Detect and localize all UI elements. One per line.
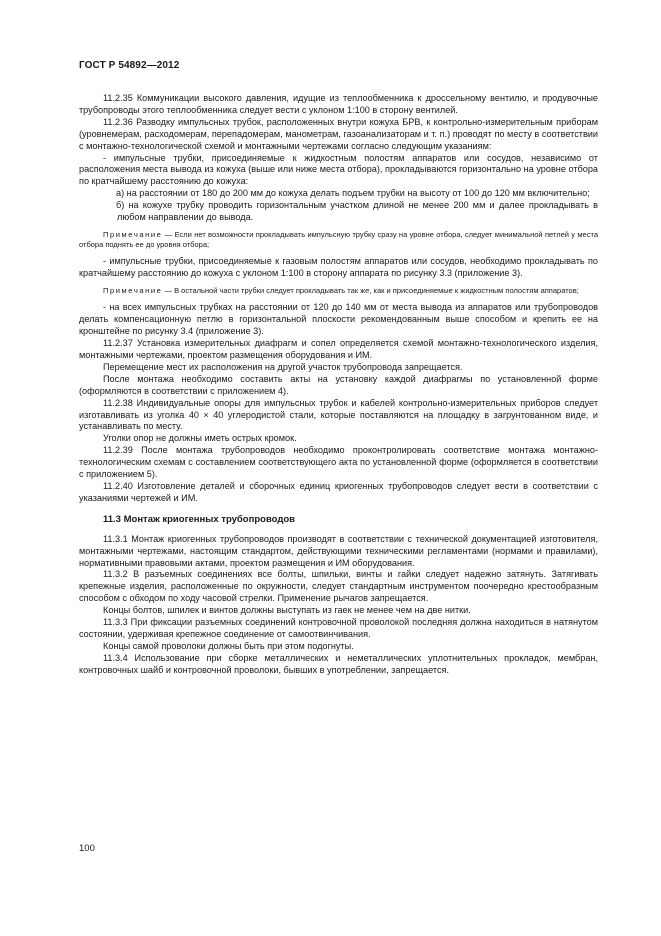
note-text: — В остальной части трубки следует прокладывать так же, как и присоединяемые к жидкостным полостям аппаратов; (162, 286, 579, 296)
paragraph-11-3-3: 11.3.3 При фиксации разъемных соединений контровочной проволокой последняя должна находиться в натянутом состоянии, удерживая крепежное соединение от самоотвинчивания. (79, 617, 598, 639)
paragraph-11-3-2: 11.3.2 В разъемных соединениях все болты, шпильки, винты и гайки следует надежно затянуть. Затягивать крепежные изделия, расположенные по окружности, следует стандартным инструментом поочередно крестообразным способом с обходом по ходу часовой стрелки. Применение рычагов запрещается. (79, 569, 598, 604)
note-label: Примечание (103, 229, 163, 239)
paragraph-relocation-ban: Перемещение мест их расположения на другой участок трубопровода запрещается. (103, 361, 463, 372)
sub-item-a: а) на расстоянии от 180 до 200 мм до кожуха делать подъем трубки на высоту от 100 до 120 мм включительно; (116, 188, 590, 199)
note-1 (79, 230, 598, 250)
note-2 (79, 286, 598, 296)
document-body (79, 93, 598, 677)
note-label: Примечание (103, 286, 163, 296)
document-header: ГОСТ Р 54892—2012 (79, 60, 180, 71)
paragraph-edges: Уголки опор не должны иметь острых кромок. (103, 433, 297, 444)
paragraph-11-2-39: 11.2.39 После монтажа трубопроводов необходимо проконтролировать соответствие монтажа монтажно-технологическим схемам с составлением соответствующего акта по установленной форме (оформляется в соответствии с приложением 5). (79, 445, 598, 480)
paragraph-11-2-37: 11.2.37 Установка измерительных диафрагм и сопел определяется схемой монтажно-технологического изделия, монтажными чертежами, проектом размещения оборудования и ИМ. (79, 338, 598, 361)
list-item-compensation-loop: - на всех импульсных трубках на расстоянии от 120 до 140 мм от места вывода из аппаратов или трубопроводов делать компенсационную петлю в горизонтальной плоскости рекомендованным выше способом и крепить ее на кронштейне по рисунку 3.4 (приложение 3). (79, 302, 598, 337)
paragraph-11-2-40: 11.2.40 Изготовление деталей и сборочных единиц криогенных трубопроводов следует вести в соответствии с указаниями чертежей и ИМ. (79, 480, 598, 503)
page-number: 100 (79, 843, 95, 854)
paragraph-wire-ends: Концы самой проволоки должны быть при этом подогнуты. (103, 640, 354, 651)
paragraph-11-3-1: 11.3.1 Монтаж криогенных трубопроводов производят в соответствии с технической документацией изготовителя, монтажными чертежами, настоящим стандартом, действующими техническими регламентами (нормами и правилами), нормативными правовыми актами, проектом размещения и ИМ оборудования. (79, 533, 598, 568)
note-text: — Если нет возможности прокладывать импульсную трубку сразу на уровне отбора, следует минимальной петлей у места отбора поднять ее до уровня отбора; (79, 229, 598, 250)
section-title: 11.3 Монтаж криогенных трубопроводов (103, 513, 296, 525)
list-item-liquid-tubes: - импульсные трубки, присоединяемые к жидкостным полостям аппаратов или сосудов, независимо от расположения места вывода из кожуха (выше или ниже места отбора), прокладываются горизонтально на уровне отбора по кратчайшему расстоянию до кожуха: (79, 152, 598, 187)
list-item-gas-tubes: - импульсные трубки, присоединяемые к газовым полостям аппаратов или сосудов, необходимо прокладывать по кратчайшему расстоянию до кожуха с уклоном 1:100 в сторону аппарата по рисунку 3.3 (приложение 3). (79, 256, 598, 279)
paragraph-11-2-36: 11.2.36 Разводку импульсных трубок, расположенных внутри кожуха БРВ, к контрольно-измерительным приборам (уровнемерам, расходомерам, перепадомерам, манометрам, газоанализаторам и т. п.) проводят по месту в соответствии с монтажно-технологической схемой и монтажными чертежами согласно следующим указаниям: (79, 116, 598, 151)
paragraph-acts: После монтажа необходимо составить акты на установку каждой диафрагмы по установленной форме (оформляются в соответствии с приложением 4). (79, 373, 598, 396)
paragraph-11-3-4: 11.3.4 Использование при сборке металлических и неметаллических уплотнительных прокладок, мембран, контровочных шайб и контровочной проволоки, бывших в употреблении, запрещается. (79, 652, 598, 675)
paragraph-bolt-ends: Концы болтов, шпилек и винтов должны выступать из гаек не менее чем на две нитки. (103, 605, 471, 616)
paragraph-11-2-35: 11.2.35 Коммуникации высокого давления, идущие из теплообменника к дроссельному вентилю, и продувочные трубопроводы этого теплообменника следует вести с уклоном 1:100 в сторону вентилей. (79, 93, 598, 115)
sub-item-b: б) на кожухе трубку проводить горизонтальным участком длиной не менее 200 мм и далее прокладывать в любом направлении до вывода. (116, 200, 598, 223)
paragraph-11-2-38: 11.2.38 Индивидуальные опоры для импульсных трубок и кабелей контрольно-измерительных приборов следует изготавливать из уголка 40 × 40 углеродистой стали, которые поставляются на площадку в загрунтованном виде, и устанавливать по месту. (79, 397, 598, 432)
